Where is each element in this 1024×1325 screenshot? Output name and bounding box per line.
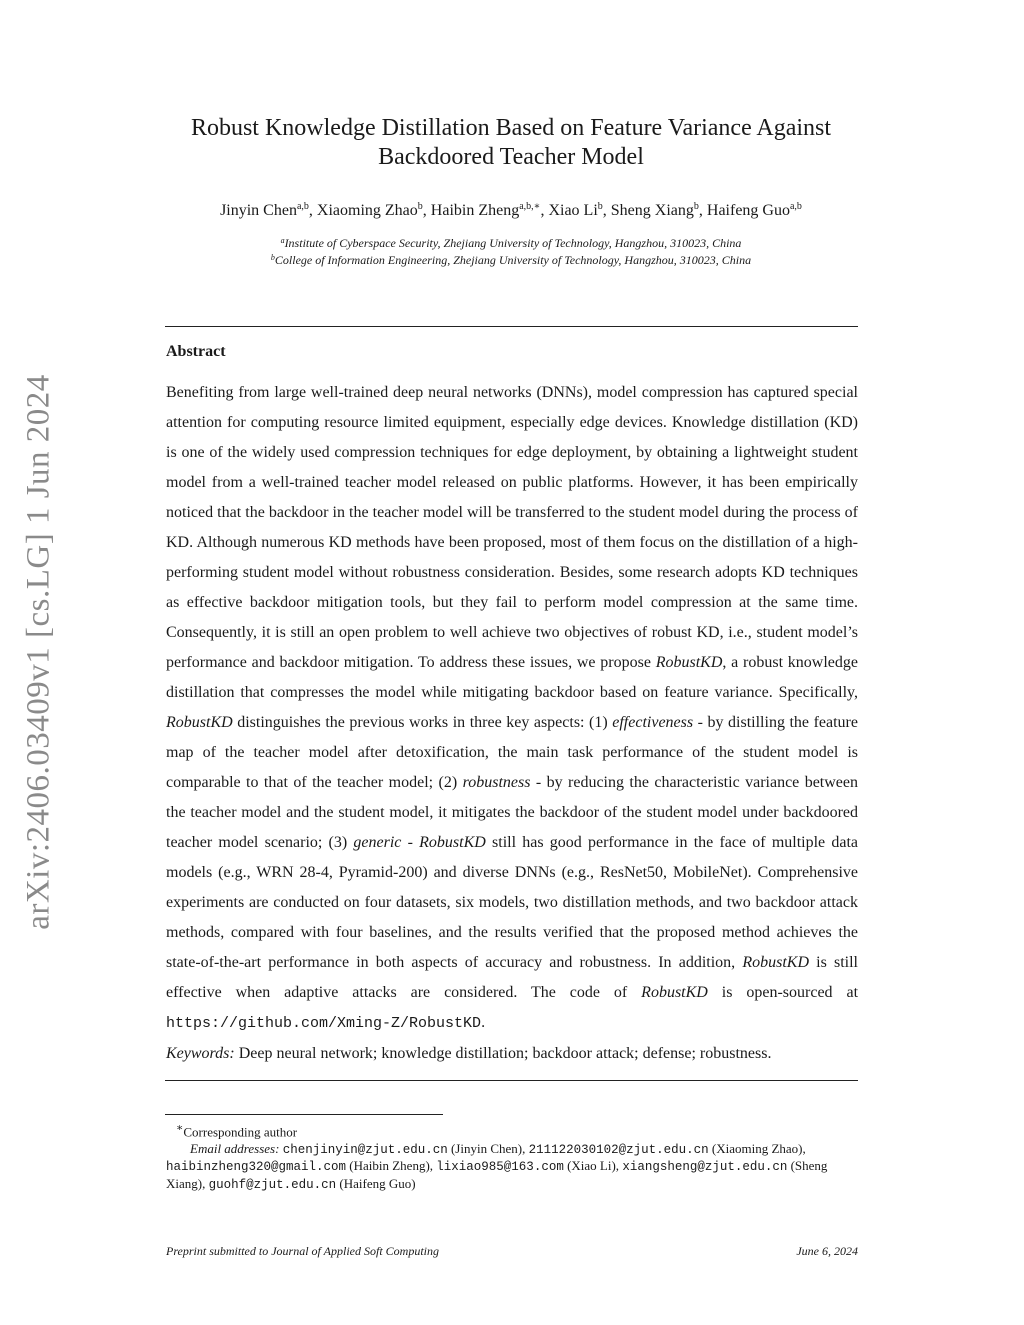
method-name: RobustKD	[655, 654, 723, 671]
keywords-label: Keywords:	[166, 1045, 235, 1062]
title-line-1: Robust Knowledge Distillation Based on Feature Variance Against	[190, 115, 832, 141]
email-link[interactable]: guohf@zjut.edu.cn	[208, 1177, 337, 1192]
page-footer	[166, 1244, 858, 1259]
affiliation-a: $^a$Institute of Cyberspace Security, Zhejiang University of Technology, Hangzhou, 310023, China	[280, 236, 742, 250]
method-name: RobustKD	[641, 984, 708, 1001]
author: Haibin Zheng$^{a,b,∗}$,	[430, 201, 549, 219]
method-name: RobustKD	[419, 834, 486, 851]
author: Xiao Li$^b$,	[548, 201, 611, 219]
method-name: RobustKD	[742, 954, 809, 971]
author: Xiaoming Zhao$^b$,	[316, 201, 431, 219]
affiliations	[164, 235, 858, 269]
code-repository-link[interactable]: https://github.com/Xming-Z/RobustKD	[166, 1015, 482, 1032]
abstract-top-rule	[165, 326, 858, 327]
affiliation-b: $^b$College of Information Engineering, Zhejiang University of Technology, Hangzhou, 310023, China	[270, 253, 752, 267]
abstract-bottom-rule	[165, 1080, 858, 1081]
footer-journal: Preprint submitted to Journal of Applied Soft Computing	[166, 1244, 439, 1258]
author: Jinyin Chen$^{a,b}$,	[220, 201, 317, 219]
arxiv-identifier: arXiv:2406.03409v1 [cs.LG] 1 Jun 2024	[20, 374, 57, 930]
email-link[interactable]: chenjinyin@zjut.edu.cn	[282, 1142, 448, 1157]
paper-title	[164, 114, 858, 172]
author-list	[164, 200, 858, 222]
footnote-rule	[165, 1114, 443, 1115]
footnotes	[166, 1120, 858, 1193]
keywords-text: Deep neural network; knowledge distillation; backdoor attack; defense; robustness.	[234, 1045, 772, 1062]
keywords	[166, 1043, 858, 1065]
abstract-heading: Abstract	[166, 343, 226, 360]
title-line-2: Backdoored Teacher Model	[378, 144, 644, 170]
corresponding-author-note: ∗Corresponding author	[176, 1122, 298, 1140]
author: Sheng Xiang$^b$,	[610, 201, 707, 219]
email-link[interactable]: lixiao985@163.com	[436, 1160, 564, 1175]
email-link[interactable]: haibinzheng320@gmail.com	[166, 1160, 347, 1175]
email-link[interactable]: xiangsheng@zjut.edu.cn	[622, 1160, 788, 1175]
method-name: RobustKD	[166, 714, 233, 731]
arxiv-sidebar-stamp	[14, 372, 64, 932]
author: Haifeng Guo$^{a,b}$	[706, 201, 802, 219]
email-link[interactable]: 211122030102@zjut.edu.cn	[528, 1142, 709, 1157]
abstract-body: Benefiting from large well-trained deep neural networks (DNNs), model compression has captured special attention for computing resource limited equipment, especially edge devices. Knowledge distillation (KD) is one of the widely used compression techniques for edge deployment, by obtaining a lightweight student model from a well-trained teacher model released on public platforms. However, it has been empirically noticed that the backdoor in the teacher model will be transferred to the student model during the process of KD. Although numerous KD methods have been proposed, most of them focus on the distillation of a high-performing student model without robustness consideration. Besides, some research adopts KD techniques as effective backdoor mitigation tools, but they fail to perform model compression at the same time. Consequently, it is still an open problem to well achieve two objectives of robust KD, i.e., student model’s performance and backdoor mitigation. To address these issues, we propose RobustKD, a robust knowledge distillation that compresses the model while mitigating backdoor based on feature variance. Specifically, RobustKD distinguishes the previous works in three key aspects: (1) effectiveness - by distilling the feature map of the teacher model after detoxification, the main task performance of the student model is comparable to that of the teacher model; (2) robustness - by reducing the characteristic variance between the teacher model and the student model, it mitigates the backdoor of the student model under backdoored teacher model scenario; (3) generic - RobustKD still has good performance in the face of multiple data models (e.g., WRN 28-4, Pyramid-200) and diverse DNNs (e.g., ResNet50, MobileNet). Comprehensive experiments are conducted on four datasets, six models, two distillation methods, and two backdoor attack methods, compared with four baselines, and the results verified that the proposed method achieves the state-of-the-art performance in both aspects of accuracy and robustness. In addition, RobustKD is still effective when adaptive attacks are considered. The code of RobustKD is open-sourced at https://github.com/Xming-Z/RobustKD.	[166, 384, 859, 1032]
email-addresses: Email addresses: chenjinyin@zjut.edu.cn (Jinyin Chen), 211122030102@zjut.edu.cn (Xiaoming Zhao), haibinzheng320@gmail.com (Haibin Zheng), lixiao985@163.com (Xiao Li), xiangsheng@zjut.edu.cn (Sheng Xiang), guohf@zjut.edu.cn (Haifeng Guo)	[166, 1140, 828, 1192]
footer-date: June 6, 2024	[796, 1244, 858, 1258]
